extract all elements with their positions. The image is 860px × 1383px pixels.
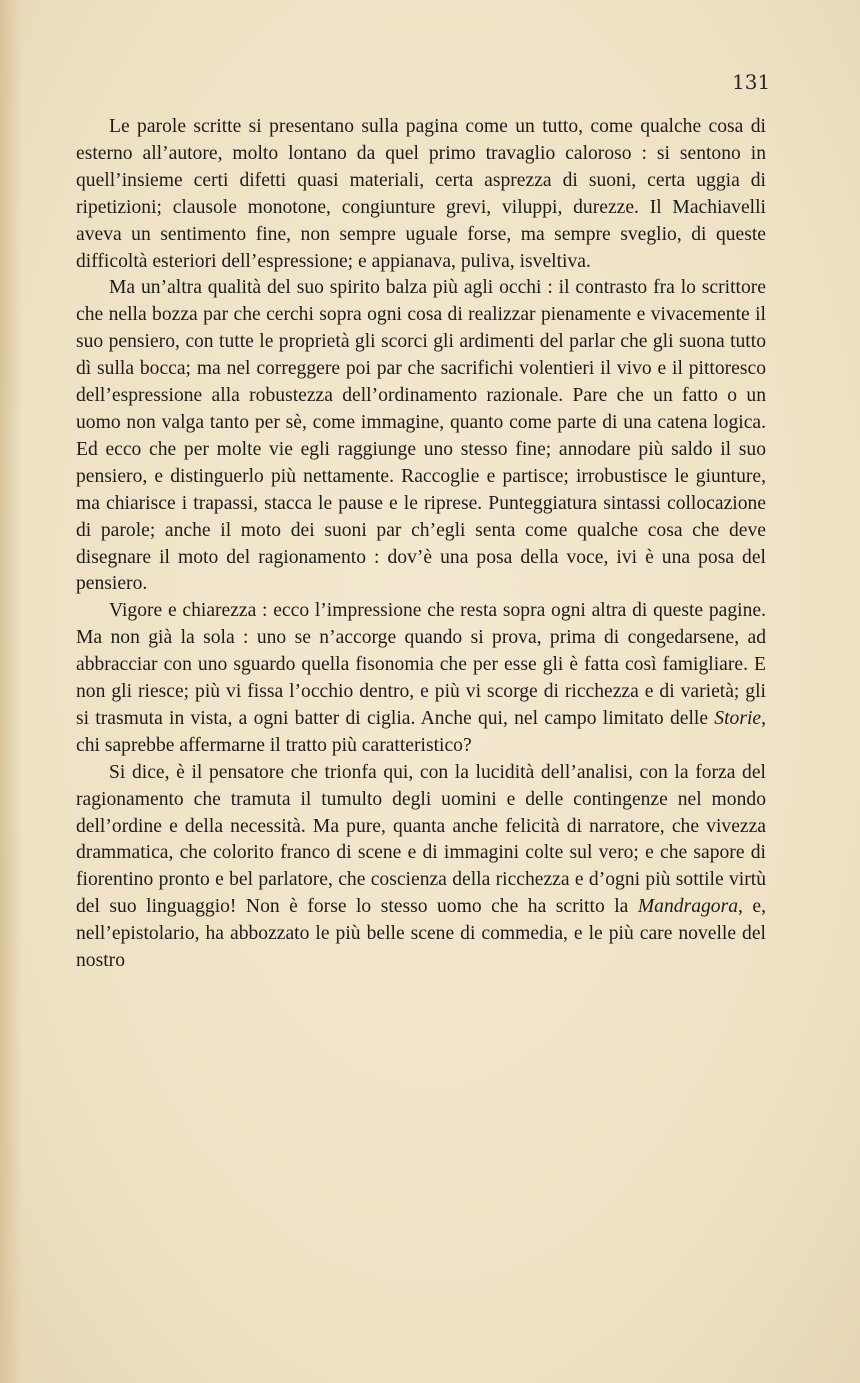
paragraph-4-before: Si dice, è il pensatore che trionfa qui, con la lucidità dell’analisi, con la forza del ragionamento che tramuta il tumulto degli uomini e delle contingenze nel mondo dell’ordine e della necessità. Ma pure, quanta anche felicità di narratore, che vivezza drammatica, che colorito franco di scene e di immagini colte sul vero; e che sapore di fiorentino pronto e bel parlatore, che coscienza della ricchezza e d’ogni più sottile virtù del suo linguaggio! Non è forse lo stesso uomo che ha scritto la	[76, 761, 766, 918]
paragraph-1: Le parole scritte si presentano sulla pagina come un tutto, come qualche cosa di esterno all’autore, molto lontano da quel primo travaglio caloroso : si sentono in quell’insieme certi difetti quasi materiali, certa asprezza di suoni, certa uggia di ripetizioni; clausole monotone, congiunture grevi, viluppi, durezze. Il Machiavelli aveva un sentimento fine, non sempre uguale forse, ma sempre sveglio, di queste difficoltà esteriori dell’espressione; e appianava, puliva, isveltiva.	[76, 116, 766, 272]
paragraph-3-before: Vigore e chiarezza : ecco l’impressione che resta sopra ogni altra di queste pagine. Ma non già la sola : uno se n’accorge quando si prova, prima di congedarsene, ad abbracciar con uno sguardo quella fisonomia che per esse gli è fatta così famigliare. E non gli riesce; più vi fissa l’occhio dentro, e più vi scorge di ricchezza e di varietà; gli si trasmuta in vista, a ogni batter di ciglia. Anche qui, nel campo limitato delle	[76, 600, 766, 729]
page-number: 131	[732, 70, 771, 94]
paragraph-4-after: , e, nell’epistolario, ha abbozzato le più belle scene di commedia, e le più care novelle del nostro	[76, 896, 766, 972]
body-text	[76, 114, 766, 975]
binding-shadow	[0, 0, 22, 1383]
paragraph-3-after: , chi saprebbe affermarne il tratto più caratteristico?	[76, 707, 766, 756]
paragraph-2: Ma un’altra qualità del suo spirito balza più agli occhi : il contrasto fra lo scrittore che nella bozza par che cerchi sopra ogni cosa di realizzar pienamente e vivacemente il suo pensiero, con tutte le proprietà gli scorci gli ardimenti del parlar che gli suona tutto dì sulla bocca; ma nel correggere poi par che sacrifichi volentieri il vivo e il pittoresco dell’espressione alla robustezza dell’ordinamento razionale. Pare che un fatto o un uomo non valga tanto per sè, come immagine, quanto come parte di una catena logica. Ed ecco che per molte vie egli raggiunge uno stesso fine; annodare più saldo il suo pensiero, e distinguerlo più nettamente. Raccoglie e partisce; irrobustisce le giunture, ma chiarisce i trapassi, stacca le pause e le riprese. Punteggiatura sintassi collocazione di parole; anche il moto dei suoni par ch’egli senta come qualche cosa che deve disegnare il moto del ragionamento : dov’è una posa della voce, ivi è una posa del pensiero.	[76, 277, 766, 595]
italic-title-storie: Storie	[714, 707, 762, 729]
italic-title-mandragora: Mandragora	[637, 896, 739, 918]
paragraph-4	[76, 760, 766, 975]
paragraph-3	[76, 598, 766, 759]
